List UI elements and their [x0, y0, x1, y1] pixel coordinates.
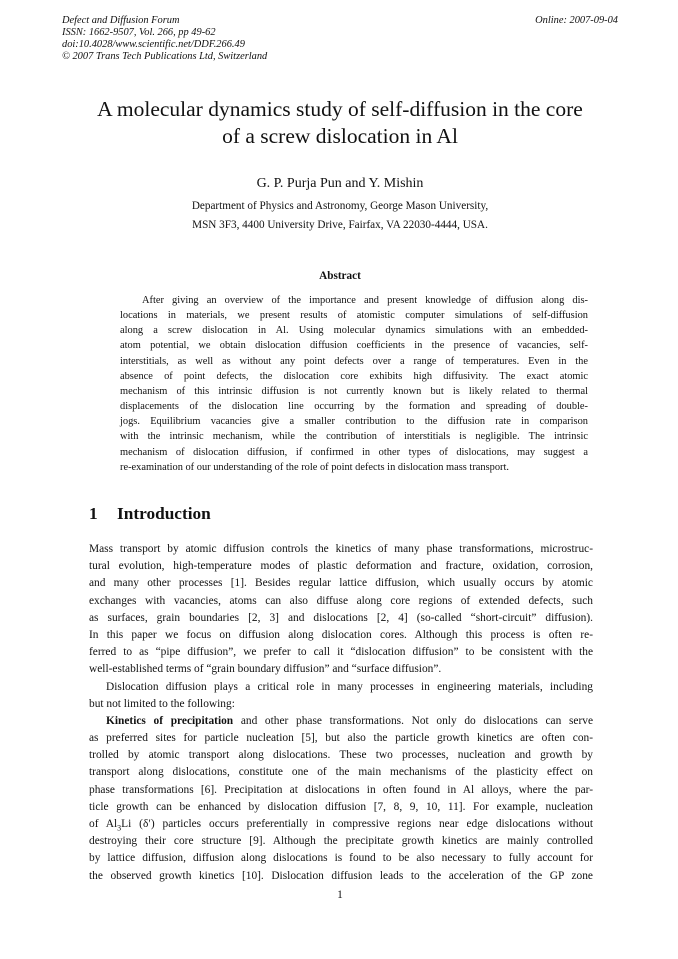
- body-line: the observed growth kinetics [10]. Dislocation diffusion leads to the acceleration of the GP zone: [89, 869, 593, 882]
- section-title: Introduction: [117, 504, 211, 523]
- body-line: destroying their core structure [9]. Although the precipitate growth kinetics are mainly controlled: [89, 835, 593, 848]
- abstract-line: interstitials, as well as without any point defects over a range of temperatures. Even in the: [120, 355, 588, 367]
- body-line: exchanges with vacancies, atoms can also diffuse along core regions of extended defects, such: [89, 594, 593, 607]
- body-line: ferred to as “pipe diffusion”, we prefer to call it “dislocation diffusion” to be consistent with the: [89, 646, 593, 659]
- issn-line: ISSN: 1662-9507, Vol. 266, pp 49-62: [62, 27, 216, 38]
- paragraph-2: [89, 679, 593, 713]
- body-line: transport along dislocations, constitute one of the main mechanisms of the plasticity effect on: [89, 766, 593, 779]
- bold-run-in-heading: Kinetics of precipitation: [106, 714, 234, 727]
- body-line: Dislocation diffusion plays a critical role in many processes in engineering materials, including: [106, 680, 593, 693]
- page-number: 1: [337, 889, 343, 901]
- affiliation-line-2: MSN 3F3, 4400 University Drive, Fairfax, VA 22030-4444, USA.: [192, 219, 488, 231]
- body-line: ticle growth can be enhanced by dislocation diffusion [7, 8, 9, 10, 11]. For example, nucleation: [89, 800, 593, 813]
- body-text-run: of Al: [89, 818, 118, 830]
- running-header: [62, 15, 618, 63]
- body-line: by lattice diffusion, diffusion along dislocations is found to be also necessary to fully account for: [89, 852, 593, 865]
- paragraph-3: [89, 713, 593, 885]
- abstract-heading: Abstract: [319, 270, 361, 282]
- title-line-1: A molecular dynamics study of self-diffusion in the core: [97, 97, 583, 121]
- body-line: In this paper we focus on diffusion along dislocation cores. Although this process is often re-: [89, 628, 593, 641]
- abstract-line: displacements of the dislocation line occurring by the formation and spreading of double-: [120, 401, 588, 413]
- body-line: but not limited to the following:: [89, 697, 235, 710]
- section-number: 1: [89, 504, 98, 523]
- body-text-run: Li (δ′) particles occurs preferentially in compressive regions near edge dislocations without: [121, 818, 593, 830]
- online-date: Online: 2007-09-04: [535, 15, 618, 26]
- body-line: [89, 713, 593, 730]
- section-heading: [89, 504, 211, 524]
- body-line: and many other processes [1]. Besides regular lattice diffusion, which usually occurs by atomic: [89, 577, 593, 590]
- body-line: tural evolution, high-temperature modes of plastic deformation and fracture, oxidation, corrosion,: [89, 560, 593, 573]
- body-line-rest: and other phase transformations. Not only do dislocations can serve: [233, 714, 593, 727]
- body-text: [89, 541, 593, 885]
- abstract-text: [120, 293, 588, 475]
- subscript: 3: [117, 823, 122, 833]
- abstract-line: along a screw dislocation in Al. Using molecular dynamics simulations with an embedded-: [120, 325, 588, 337]
- paper-title: [62, 96, 618, 150]
- paragraph-1: [89, 541, 593, 679]
- abstract-line: with the intrinsic mechanism, while the contribution of interstitials is negligible. The intrinsic: [120, 431, 588, 443]
- title-line-2: of a screw dislocation in Al: [222, 124, 458, 148]
- body-line: as preferred sites for particle nucleation [5], but also the particle growth kinetics are often con-: [89, 732, 593, 745]
- body-line: as surfaces, grain boundaries [2, 3] and dislocations [2, 4] (so-called “short-circuit” diffusion).: [89, 611, 593, 624]
- copyright-line: © 2007 Trans Tech Publications Ltd, Switzerland: [62, 51, 268, 62]
- body-line: Mass transport by atomic diffusion controls the kinetics of many phase transformations, microstruc-: [89, 543, 593, 555]
- journal-name: Defect and Diffusion Forum: [62, 15, 180, 26]
- doi-line: doi:10.4028/www.scientific.net/DDF.266.49: [62, 39, 245, 50]
- body-line: phase transformations [6]. Precipitation at dislocations in often found in Al alloys, where the par-: [89, 783, 593, 796]
- body-line: [89, 816, 593, 833]
- abstract-line: absence of point defects, the dislocation core exhibits high diffusivity. The exact atomic: [120, 370, 588, 382]
- affiliation-line-1: Department of Physics and Astronomy, George Mason University,: [191, 200, 489, 212]
- author-list: G. P. Purja Pun and Y. Mishin: [256, 176, 424, 191]
- body-line: trolled by atomic transport along dislocations. These two processes, nucleation and growth by: [89, 749, 593, 762]
- abstract-line: mechanism of this intrinsic diffusion is not currently known but is likely related to thermal: [120, 385, 588, 397]
- abstract-line: locations in materials, we present results of atomistic computer simulations of self-diffusion: [120, 310, 588, 322]
- abstract-line: atom potential, we obtain dislocation diffusion coefficients in the presence of vacancies, self-: [120, 340, 588, 352]
- abstract-line: re-examination of our understanding of the role of point defects in dislocation mass transport.: [120, 461, 509, 473]
- abstract-line: mechanism of dislocation diffusion, if confirmed in other types of dislocations, may suggest a: [120, 446, 588, 458]
- abstract-line: After giving an overview of the importance and present knowledge of diffusion along dis-: [142, 295, 588, 306]
- abstract-line: jogs. Equilibrium vacancies give a smaller contribution to the diffusion rate in comparison: [120, 416, 588, 428]
- affiliation: [62, 197, 618, 235]
- body-line: well-established terms of “grain boundary diffusion” and “surface diffusion”.: [89, 663, 442, 676]
